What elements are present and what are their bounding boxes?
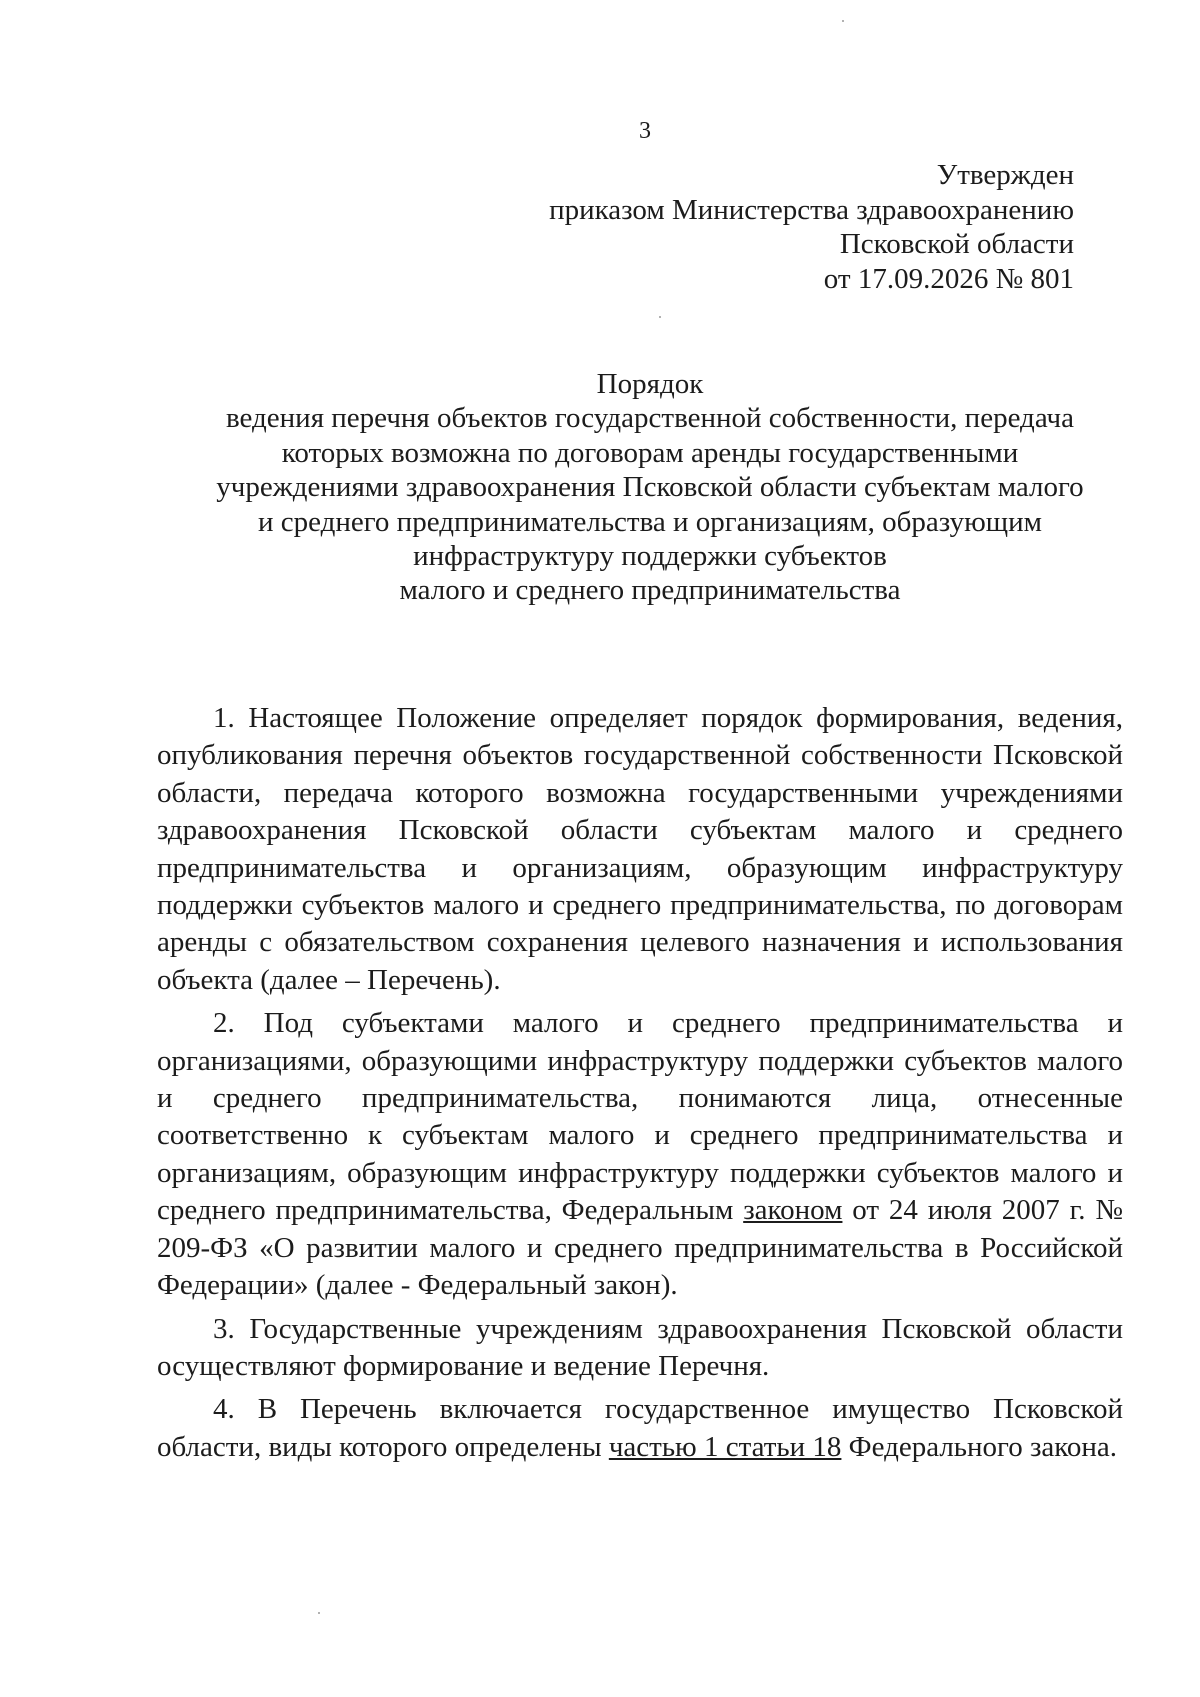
paragraph-1: 1. Настоящее Положение определяет порядок формирования, ведения, опубликования перечня объектов государственной собственности Псковской области, передача которого возможна государственными учреждениями здравоохранения Псковской области субъектам малого и среднего предпринимательства и организациям, образующим инфраструктуру поддержки субъектов малого и среднего предпринимательства, по договорам аренды с обязательством сохранения целевого назначения и использования объекта (далее – Перечень). — [157, 702, 1123, 996]
federal-law-link[interactable]: законом — [743, 1194, 843, 1227]
approval-line-approved: Утвержден — [936, 159, 1074, 191]
article-18-link[interactable]: частью 1 статьи 18 — [608, 1430, 842, 1463]
approval-line-date-number: от 17.09.2026 № 801 — [823, 262, 1074, 295]
document-body — [157, 700, 1123, 1472]
title-line: инфраструктуру поддержки субъектов — [413, 540, 887, 573]
paragraph-4-text-cont: Федерального закона. — [841, 1430, 1118, 1463]
paragraph-2-text-cont: от 24 июля 2007 г. № 209-ФЗ «О развитии малого и среднего предпринимательства в Российской Федерации» (далее - Федеральный закон). — [157, 1194, 1123, 1302]
document-title — [140, 367, 1160, 608]
approval-stamp-block — [549, 158, 1074, 296]
paragraph-2-text: 2. Под субъектами малого и среднего предпринимательства и организациями, образующими инфраструктуру поддержки субъектов малого и среднего предпринимательства, понимаются лица, отнесенные соответственно к субъектам малого и среднего предпринимательства и организациям, образующим инфраструктуру поддержки субъектов малого и среднего предпринимательства, Федеральным — [157, 1007, 1123, 1227]
approval-line-region: Псковской области — [839, 228, 1074, 260]
scan-speck — [842, 20, 844, 22]
title-heading: Порядок — [596, 368, 704, 400]
scan-speck — [659, 316, 661, 318]
paragraph-4 — [157, 1391, 1123, 1466]
paragraph-4-text: 4. В Перечень включается государственное имущество Псковской области, виды которого определены — [157, 1393, 1123, 1463]
approval-line-order: приказом Министерства здравоохранению — [549, 193, 1074, 226]
title-line: учреждениями здравоохранения Псковской области субъектам малого — [216, 471, 1084, 504]
scan-speck — [318, 1612, 320, 1614]
title-line: ведения перечня объектов государственной собственности, передача — [226, 402, 1074, 435]
page-number: 3 — [639, 118, 651, 144]
title-line: и среднего предпринимательства и организациям, образующим — [257, 505, 1042, 538]
paragraph-3: 3. Государственные учреждениям здравоохранения Псковской области осуществляют формирование и ведение Перечня. — [157, 1312, 1123, 1382]
title-line: малого и среднего предпринимательства — [399, 574, 901, 607]
title-line: которых возможна по договорам аренды государственными — [281, 436, 1019, 469]
paragraph-2 — [157, 1005, 1123, 1304]
